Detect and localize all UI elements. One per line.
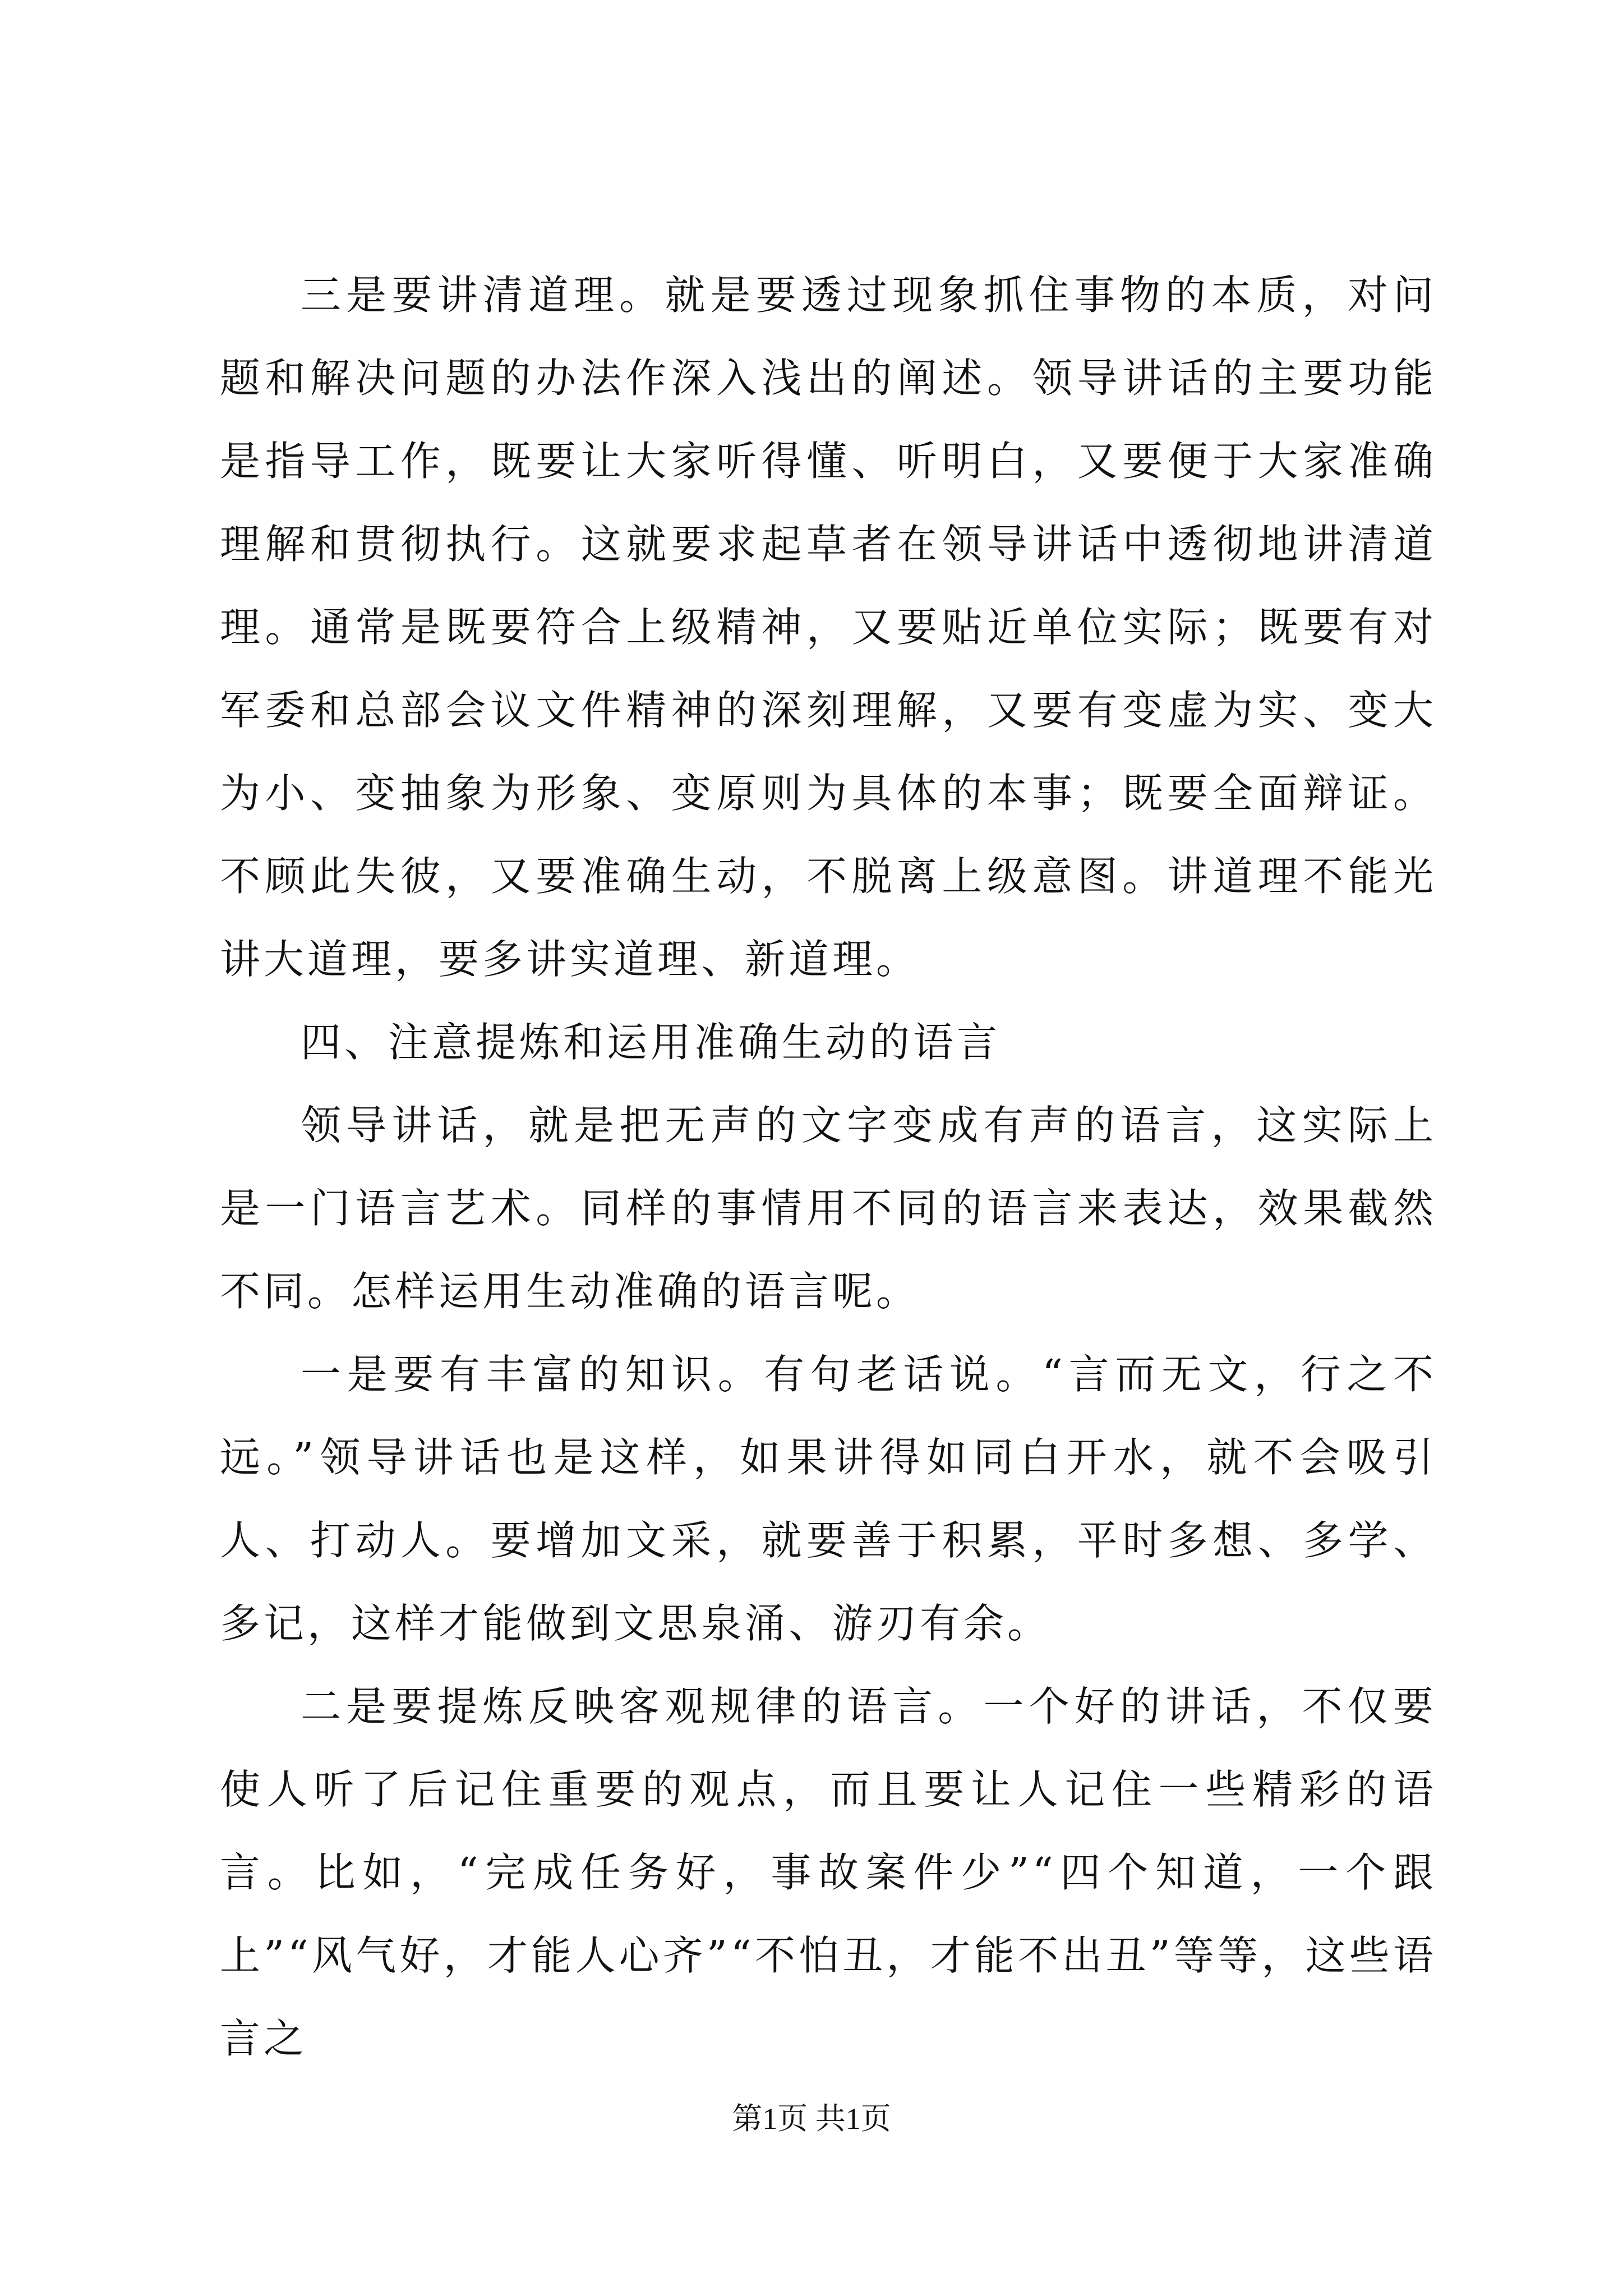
section-heading: 四、注意提炼和运用准确生动的语言: [301, 1019, 1001, 1066]
page-footer: 第1页 共1页: [732, 2102, 891, 2136]
paragraph-knowledge: 一是要有丰富的知识。有句老话说。“言而无文，行之不远。”领导讲话也是这样，如果讲得如同白开水，就不会吸引人、打动人。要增加文采，就要善于积累，平时多想、多学、多记，这样才能做到文思泉涌、游刃有余。: [220, 1351, 1437, 1647]
paragraph-refine-language: 二是要提炼反映客观规律的语言。一个好的讲话，不仅要使人听了后记住重要的观点，而且要让人记住一些精彩的语言。比如，“完成任务好，事故案件少”“四个知道，一个跟上”“风气好，才能人心齐”“不怕丑，才能不出丑”等等，这些语言之: [220, 1683, 1437, 2062]
paragraph-language-art: 领导讲话，就是把无声的文字变成有声的语言，这实际上是一门语言艺术。同样的事情用不同的语言来表达，效果截然不同。怎样运用生动准确的语言呢。: [220, 1102, 1437, 1315]
paragraph-reasoning: 三是要讲清道理。就是要透过现象抓住事物的本质，对问题和解决问题的办法作深入浅出的阐述。领导讲话的主要功能是指导工作，既要让大家听得懂、听明白，又要便于大家准确理解和贯彻执行。这就要求起草者在领导讲话中透彻地讲清道理。通常是既要符合上级精神，又要贴近单位实际；既要有对军委和总部会议文件精神的深刻理解，又要有变虚为实、变大为小、变抽象为形象、变原则为具体的本事；既要全面辩证。不顾此失彼，又要准确生动，不脱离上级意图。讲道理不能光讲大道理，要多讲实道理、新道理。: [220, 272, 1437, 983]
document-body: [220, 254, 1437, 2080]
